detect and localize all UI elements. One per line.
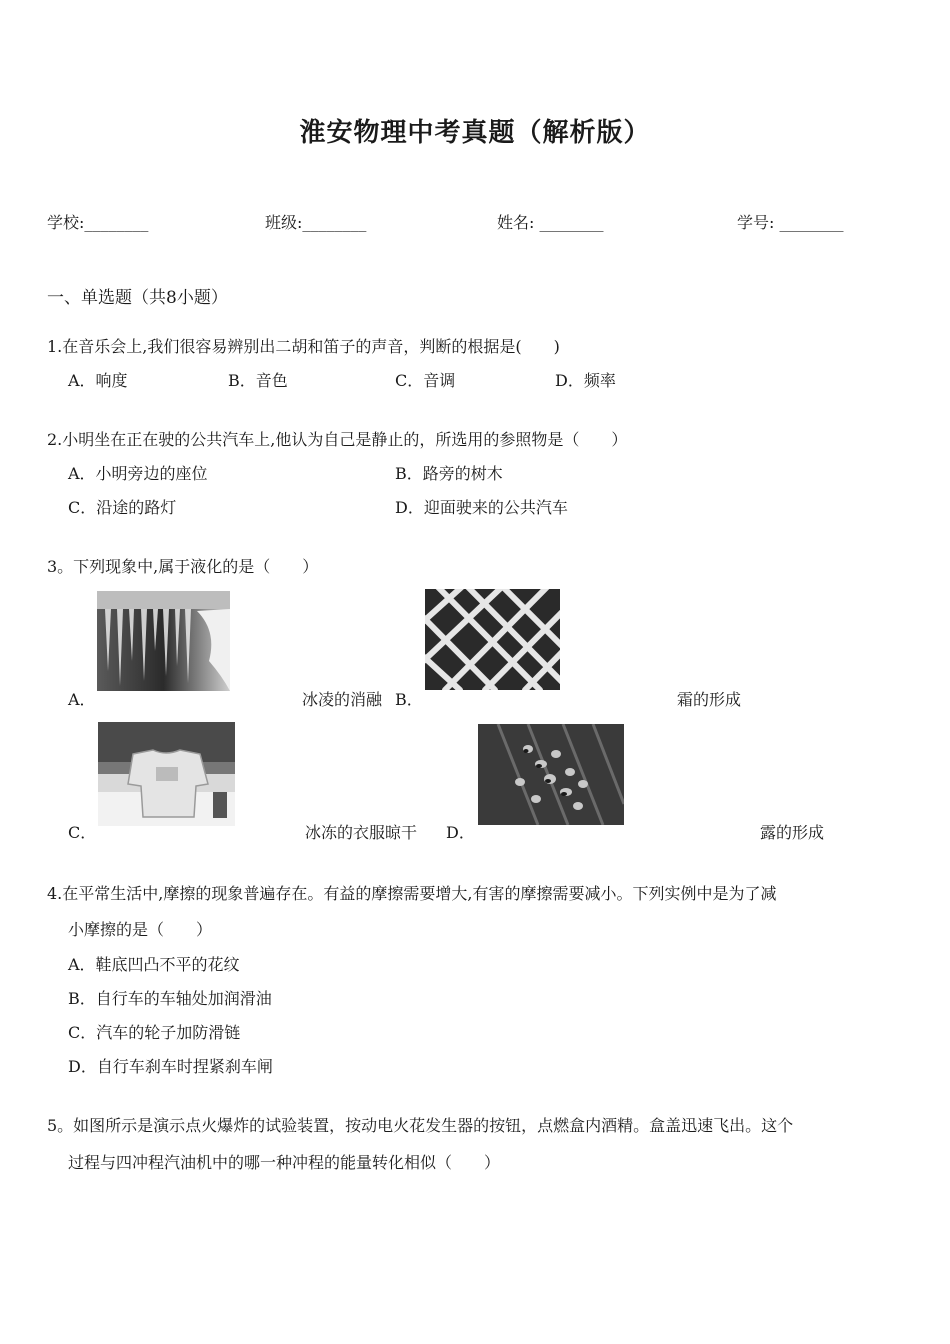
q3-option-b-letter: B． <box>395 690 423 709</box>
q1-option-c: C．音调 <box>395 371 456 390</box>
dew-image <box>478 724 624 825</box>
question-4-stem-line1: 4.在平常生活中,摩擦的现象普遍存在。有益的摩擦需要增大,有害的摩擦需要减小。下列实例中是为了减 <box>47 884 777 903</box>
question-3-stem: 3。下列现象中,属于液化的是（ ） <box>47 557 319 576</box>
q3-option-c-letter: C． <box>68 823 97 842</box>
q3-option-c-caption: 冰冻的衣服晾干 <box>305 823 418 842</box>
page-title: 淮安物理中考真题（解析版） <box>299 118 651 148</box>
q1-option-a: A．响度 <box>68 371 128 390</box>
q2-option-a: A．小明旁边的座位 <box>68 464 208 483</box>
q3-option-a-caption: 冰凌的消融 <box>302 690 383 709</box>
q3-option-d-letter: D． <box>446 823 475 842</box>
icicle-image <box>97 591 230 691</box>
q2-option-c: C．沿途的路灯 <box>68 498 177 517</box>
frozen-clothes-image <box>98 722 235 826</box>
name-field: 姓名: ________ <box>497 213 604 232</box>
question-4-stem-line2: 小摩擦的是（ ） <box>68 920 213 939</box>
q3-option-a-letter: A． <box>68 690 96 709</box>
q3-option-d-caption: 露的形成 <box>760 823 825 842</box>
q4-option-a: A．鞋底凹凸不平的花纹 <box>68 955 240 974</box>
question-1-stem: 1.在音乐会上,我们很容易辨别出二胡和笛子的声音，判断的根据是( ) <box>47 337 560 356</box>
q3-option-b-caption: 霜的形成 <box>677 690 742 709</box>
frost-mesh-image <box>425 589 560 690</box>
q1-option-b: B．音色 <box>228 371 288 390</box>
q4-option-b: B．自行车的车轴处加润滑油 <box>68 989 272 1008</box>
school-field: 学校:________ <box>47 213 149 232</box>
q4-option-d: D．自行车刹车时捏紧刹车闸 <box>68 1057 273 1076</box>
question-5-stem-line1: 5。如图所示是演示点火爆炸的试验装置，按动电火花发生器的按钮，点燃盒内酒精。盒盖迅速飞出。这个 <box>47 1116 794 1135</box>
section-heading: 一、单选题（共8小题） <box>47 288 228 308</box>
q2-option-b: B．路旁的树木 <box>395 464 503 483</box>
q4-option-c: C．汽车的轮子加防滑链 <box>68 1023 241 1042</box>
number-field: 学号: ________ <box>737 213 844 232</box>
question-5-stem-line2: 过程与四冲程汽油机中的哪一种冲程的能量转化相似（ ） <box>68 1153 501 1172</box>
question-2-stem: 2.小明坐在正在驶的公共汽车上,他认为自己是静止的，所选用的参照物是（ ） <box>47 430 628 449</box>
class-field: 班级:________ <box>265 213 367 232</box>
q1-option-d: D．频率 <box>555 371 616 390</box>
q2-option-d: D．迎面驶来的公共汽车 <box>395 498 568 517</box>
